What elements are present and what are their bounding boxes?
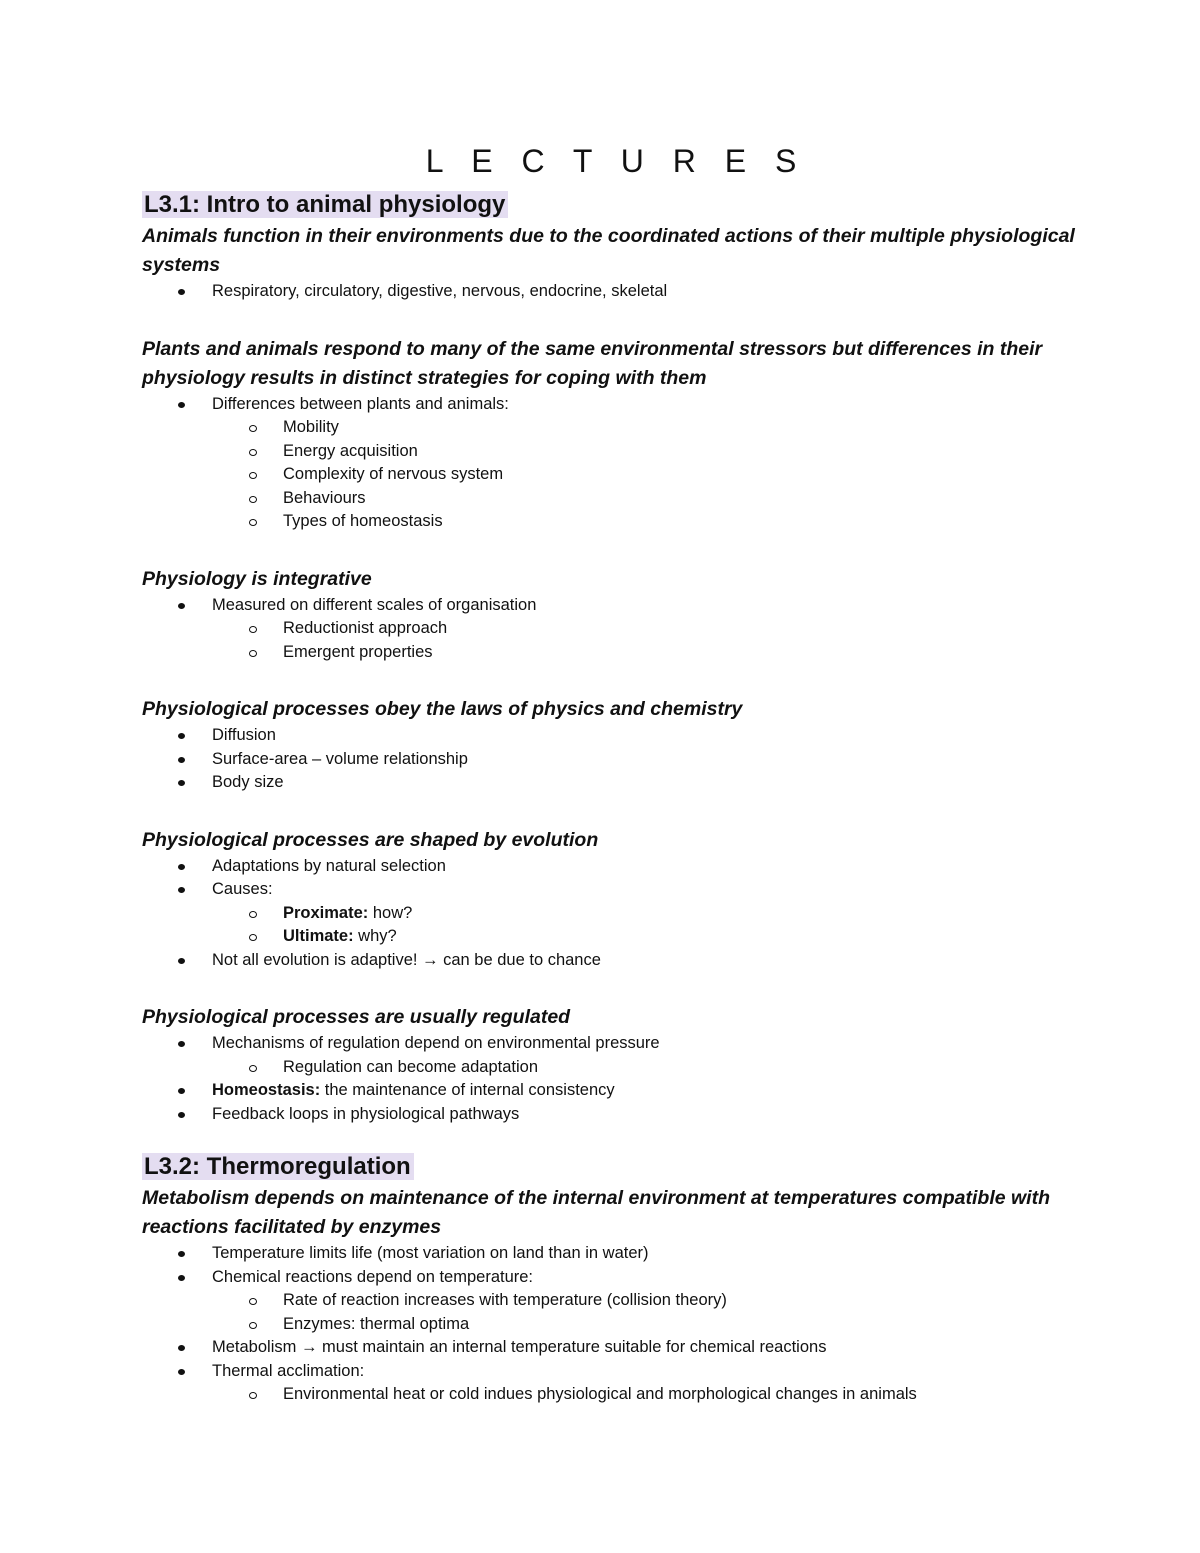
bullet-item <box>142 594 1082 618</box>
bullet-text: Causes: <box>212 880 273 898</box>
bullet-item <box>142 1079 1082 1103</box>
bullet-list <box>142 594 1082 665</box>
bullet-item <box>142 280 1082 304</box>
bullet-text: Not all evolution is adaptive! → can be due to chance <box>212 950 601 969</box>
document-page <box>142 140 1082 1407</box>
topic-section <box>142 1003 1082 1126</box>
bullet-text: Surface-area – volume relationship <box>212 749 468 768</box>
bullet-text: Adaptations by natural selection <box>212 856 446 875</box>
bullet-item <box>142 1242 1082 1266</box>
sub-bullet-item <box>142 510 1082 534</box>
bullet-text: Reductionist approach <box>283 619 448 637</box>
bullet-list <box>142 393 1082 534</box>
bullet-text: Chemical reactions depend on temperature: <box>212 1267 534 1286</box>
bullet-text: why? <box>353 927 397 945</box>
bullet-list <box>142 724 1082 795</box>
bullet-text: Mechanisms of regulation depend on environmental pressure <box>212 1034 660 1052</box>
bullet-text: Complexity of nervous system <box>283 465 504 483</box>
bullet-text: Diffusion <box>212 726 276 744</box>
sub-bullet-item <box>142 641 1082 665</box>
sub-bullet-item <box>142 1056 1082 1080</box>
sub-bullet-item <box>142 1289 1082 1313</box>
lecture-heading <box>142 188 1082 222</box>
bullet-item <box>142 1103 1082 1127</box>
sub-bullet-item <box>142 463 1082 487</box>
bullet-item <box>142 878 1082 902</box>
sub-bullet-item <box>142 617 1082 641</box>
bullet-text: Thermal acclimation: <box>212 1361 365 1380</box>
sub-bullet-item <box>142 416 1082 440</box>
topic-heading: Metabolism depends on maintenance of the internal environment at temperatures compatible with reactions facilitated by enzymes <box>142 1187 1050 1238</box>
topic-section <box>142 222 1082 304</box>
topic-heading: Physiological processes are shaped by evolution <box>142 828 599 851</box>
topic-section <box>142 1184 1082 1407</box>
sub-bullet-item <box>142 902 1082 926</box>
bullet-text: Mobility <box>283 418 339 436</box>
bullet-item <box>142 1032 1082 1056</box>
sub-bullet-item <box>142 440 1082 464</box>
bullet-item <box>142 949 1082 973</box>
bullet-text: Environmental heat or cold indues physiological and morphological changes in animals <box>283 1385 917 1403</box>
bullet-text: Enzymes: thermal optima <box>283 1314 470 1333</box>
lecture-heading <box>142 1150 1082 1184</box>
topic-heading: Physiological processes are usually regulated <box>142 1006 571 1028</box>
bullet-text: Regulation can become adaptation <box>283 1057 539 1076</box>
document-title: L E C T U R E S <box>425 143 807 179</box>
sub-bullet-item <box>142 1313 1082 1337</box>
sub-bullet-item <box>142 925 1082 949</box>
bullet-term: Ultimate: <box>283 927 354 945</box>
bullet-text: Feedback loops in physiological pathways <box>212 1104 520 1123</box>
bullet-list <box>142 1032 1082 1126</box>
bullet-text: the maintenance of internal consistency <box>320 1081 615 1099</box>
sub-bullet-item <box>142 1383 1082 1407</box>
bullet-item <box>142 1336 1082 1360</box>
bullet-text: Rate of reaction increases with temperature (collision theory) <box>283 1291 727 1309</box>
bullet-item <box>142 771 1082 795</box>
bullet-item <box>142 855 1082 879</box>
bullet-list <box>142 855 1082 973</box>
bullet-list <box>142 280 1082 304</box>
document-body <box>142 188 1082 1407</box>
topic-heading: Plants and animals respond to many of the same environmental stressors but differences in their physiology results in distinct strategies for coping with them <box>142 337 1043 389</box>
topic-section <box>142 695 1082 795</box>
bullet-text: Metabolism → must maintain an internal temperature suitable for chemical reactions <box>212 1338 827 1356</box>
topic-heading: Physiology is integrative <box>142 567 372 590</box>
sub-bullet-item <box>142 487 1082 511</box>
bullet-item <box>142 748 1082 772</box>
lecture-heading-text: L3.1: Intro to animal physiology <box>142 191 508 218</box>
bullet-text: Temperature limits life (most variation on land than in water) <box>212 1244 649 1262</box>
bullet-text: how? <box>368 903 413 922</box>
topic-heading: Physiological processes obey the laws of physics and chemistry <box>142 698 743 720</box>
bullet-item <box>142 393 1082 417</box>
topic-section <box>142 826 1082 973</box>
bullet-text: Measured on different scales of organisation <box>212 595 537 614</box>
bullet-text: Types of homeostasis <box>283 512 443 530</box>
lecture-heading-text: L3.2: Thermoregulation <box>142 1153 414 1180</box>
topic-heading: Animals function in their environments due to the coordinated actions of their multiple physiological systems <box>142 225 1075 276</box>
bullet-term: Homeostasis: <box>212 1081 321 1099</box>
bullet-text: Respiratory, circulatory, digestive, nervous, endocrine, skeletal <box>212 282 668 300</box>
bullet-term: Proximate: <box>283 903 369 922</box>
bullet-item <box>142 1360 1082 1384</box>
bullet-item <box>142 724 1082 748</box>
bullet-text: Differences between plants and animals: <box>212 394 509 413</box>
bullet-text: Emergent properties <box>283 642 433 661</box>
topic-section <box>142 565 1082 665</box>
topic-section <box>142 335 1082 534</box>
bullet-text: Energy acquisition <box>283 441 418 460</box>
bullet-text: Body size <box>212 773 284 791</box>
bullet-list <box>142 1242 1082 1407</box>
bullet-text: Behaviours <box>283 488 366 507</box>
bullet-item <box>142 1266 1082 1290</box>
